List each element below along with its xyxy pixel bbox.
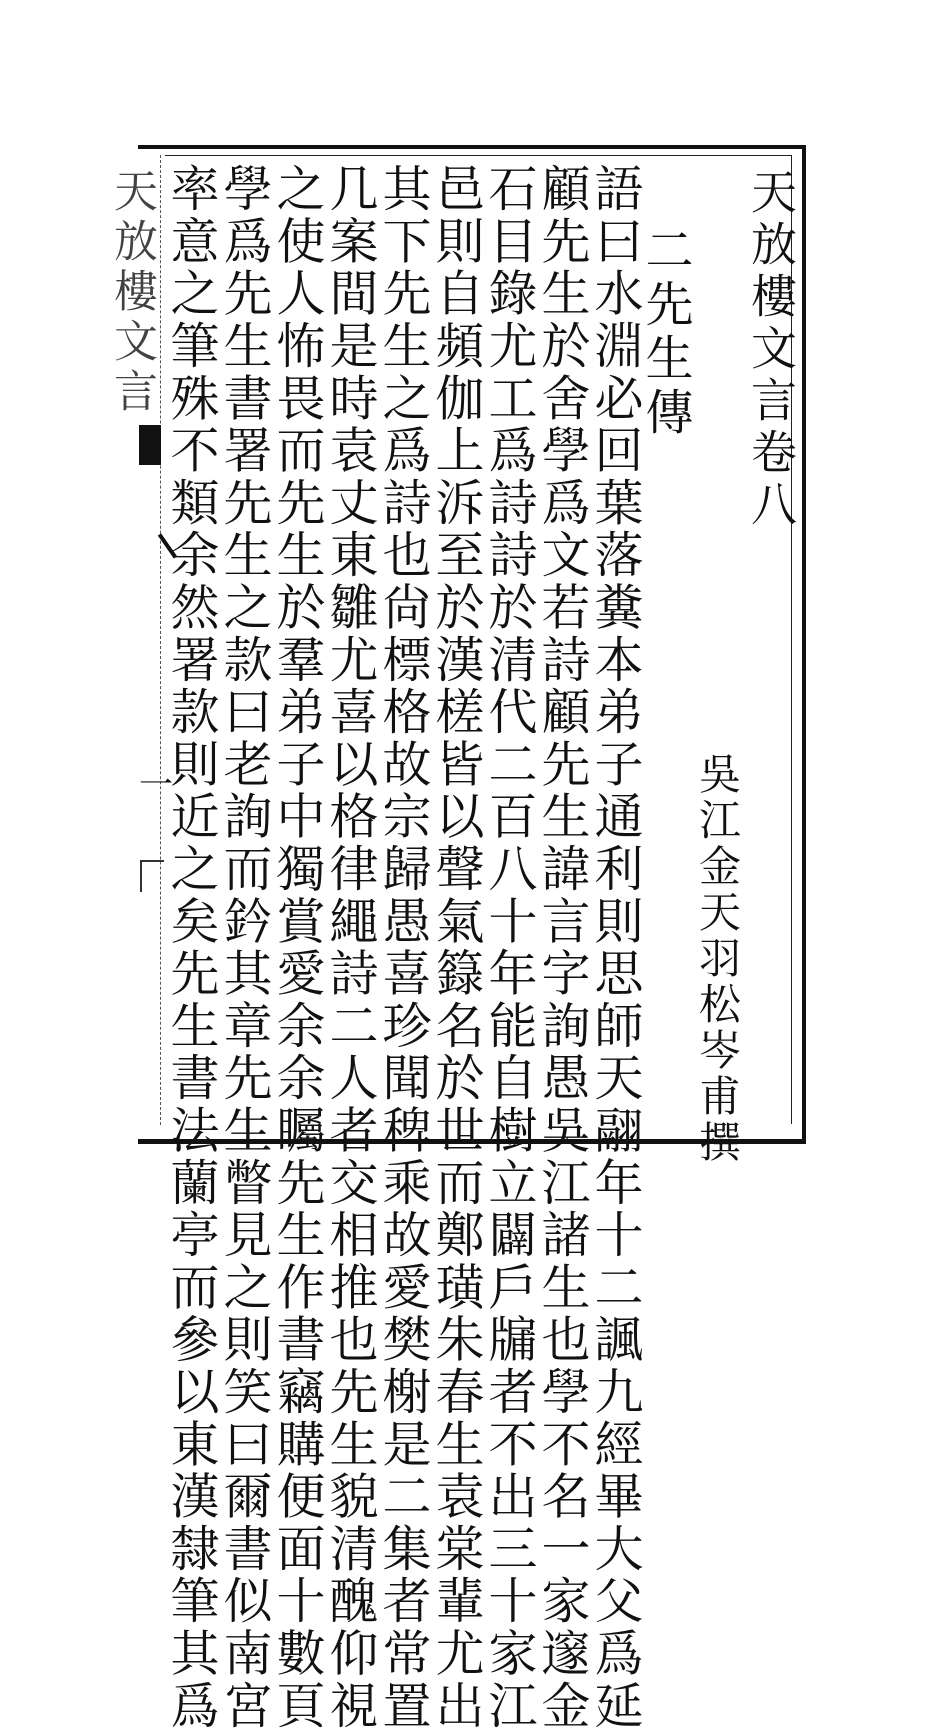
text-column-6: 几案間是時袁丈東雛尤喜以格律繩詩二人者交相推也先生貌清醜仰視 xyxy=(322,163,379,1732)
text-column-4: 邑則自頻伽上泝至於漢槎皆以聲氣籙名於世而鄭璜朱春生袁棠輩尤出 xyxy=(428,163,485,1732)
gutter-page-mark: 一 xyxy=(139,765,173,805)
gutter-title: 天放樓文言 xyxy=(106,168,157,418)
running-title: 天放樓文言卷八 xyxy=(744,168,798,532)
text-column-3: 石目錄尤工爲詩詩於清代二百八十年能自樹立闢戶牖者不出三十家江 xyxy=(481,163,538,1732)
text-column-7: 之使人怖畏而先生於羣弟子中獨賞愛余余矚先生作書竊購便面十數頁 xyxy=(269,163,326,1732)
text-column-1: 語曰水淵必回葉落糞本弟子通利則思師天翮年十二諷九經畢大父爲延 xyxy=(587,163,644,1732)
author-line: 吳江金天羽松岑甫撰 xyxy=(693,752,742,1166)
text-column-9: 率意之筆殊不類余然署款則近之矣先生書法蘭亭而參以東漢隸筆其爲 xyxy=(163,163,220,1732)
text-column-8: 學爲先生書署先生之款曰老詢而鈐其章先生瞥見之則笑曰爾書似南宮 xyxy=(216,163,273,1732)
text-column-5: 其下先生之爲詩也尙標格故宗歸愚喜珍聞稗乘故愛樊榭是二集者常置 xyxy=(375,163,432,1732)
section-heading: 二先生傳 xyxy=(637,225,693,441)
text-column-2: 顧先生於舍學爲文若詩顧先生諱言字詢愚吳江諸生也學不名一家邃金 xyxy=(534,163,591,1732)
